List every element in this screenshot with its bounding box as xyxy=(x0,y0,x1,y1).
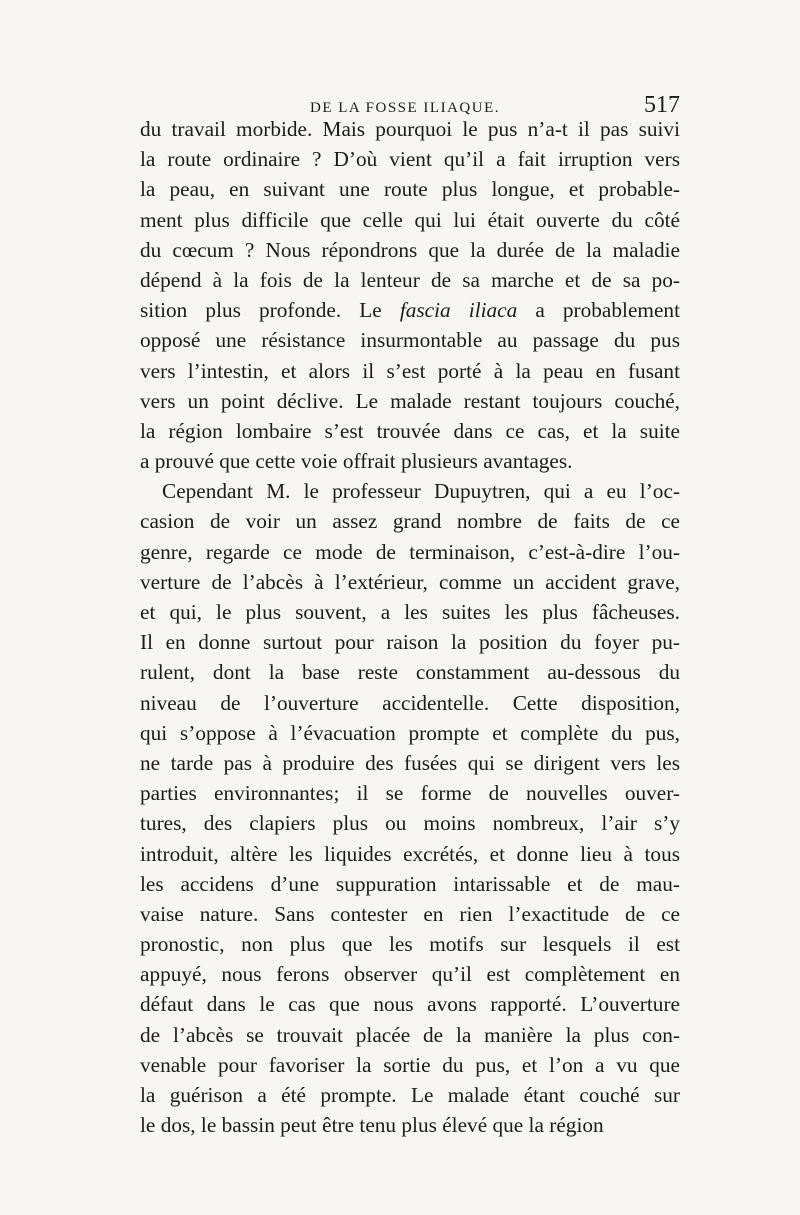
text-line: sition plus profonde. Le fascia iliaca a probablement xyxy=(140,298,680,323)
text-line: Il en donne surtout pour raison la position du foyer pu- xyxy=(140,630,680,655)
text-line: casion de voir un assez grand nombre de faits de ce xyxy=(140,509,680,534)
text-line: la peau, en suivant une route plus longue, et probable- xyxy=(140,177,680,202)
text-line: la guérison a été prompte. Le malade étant couché sur xyxy=(140,1083,680,1107)
text-line: la route ordinaire ? D’où vient qu’il a fait irruption vers xyxy=(140,147,680,172)
text-line: le dos, le bassin peut être tenu plus élevé que la région xyxy=(140,1113,604,1138)
text-line: qui s’oppose à l’évacuation prompte et complète du pus, xyxy=(140,720,680,745)
text-line: opposé une résistance insurmontable au passage du pus xyxy=(140,328,680,353)
text-line: et qui, le plus souvent, a les suites les plus fâcheuses. xyxy=(140,600,680,624)
text-line: dépend à la fois de la lenteur de sa marche et de sa po- xyxy=(140,267,680,292)
text-line: vaise nature. Sans contester en rien l’exactitude de ce xyxy=(140,901,680,926)
italic-term: fascia iliaca xyxy=(399,298,518,323)
text-line: genre, regarde ce mode de terminaison, c’est-à-dire l’ou- xyxy=(140,539,680,564)
text-line: appuyé, nous ferons observer qu’il est complètement en xyxy=(140,962,680,987)
text-line: introduit, altère les liquides excrétés, et donne lieu à tous xyxy=(140,841,680,866)
running-title: DE LA FOSSE ILIAQUE. xyxy=(310,100,500,116)
text-line: verture de l’abcès à l’extérieur, comme un accident grave, xyxy=(140,569,680,594)
text-line: du travail morbide. Mais pourquoi le pus n’a-t il pas suivi xyxy=(140,117,680,141)
text-line: de l’abcès se trouvait placée de la manière la plus con- xyxy=(140,1022,680,1047)
text-line: défaut dans le cas que nous avons rapporté. L’ouverture xyxy=(140,992,680,1017)
text-line: vers un point déclive. Le malade restant toujours couché, xyxy=(140,388,680,413)
text-line: la région lombaire s’est trouvée dans ce cas, et la suite xyxy=(140,418,680,443)
text-line: les accidens d’une suppuration intarissable et de mau- xyxy=(140,871,680,896)
text-line: ment plus difficile que celle qui lui était ouverte du côté xyxy=(140,207,680,232)
text-line: tures, des clapiers plus ou moins nombreux, l’air s’y xyxy=(140,811,680,836)
text-line: a prouvé que cette voie offrait plusieurs avantages. xyxy=(140,449,573,474)
text-line: rulent, dont la base reste constamment au-dessous du xyxy=(140,660,680,685)
text-line: pronostic, non plus que les motifs sur lesquels il est xyxy=(140,932,680,957)
page-number: 517 xyxy=(644,92,680,118)
text-line: du cœcum ? Nous répondrons que la durée de la maladie xyxy=(140,237,680,262)
text-line: Cependant M. le professeur Dupuytren, qui a eu l’oc- xyxy=(162,479,680,504)
text-line: vers l’intestin, et alors il s’est porté à la peau en fusant xyxy=(140,358,680,383)
text-line: ne tarde pas à produire des fusées qui se dirigent vers les xyxy=(140,750,680,775)
text-line: niveau de l’ouverture accidentelle. Cette disposition, xyxy=(140,690,680,715)
text-line: venable pour favoriser la sortie du pus, et l’on a vu que xyxy=(140,1052,680,1077)
text-line: parties environnantes; il se forme de nouvelles ouver- xyxy=(140,781,680,806)
body-text xyxy=(140,114,680,1140)
